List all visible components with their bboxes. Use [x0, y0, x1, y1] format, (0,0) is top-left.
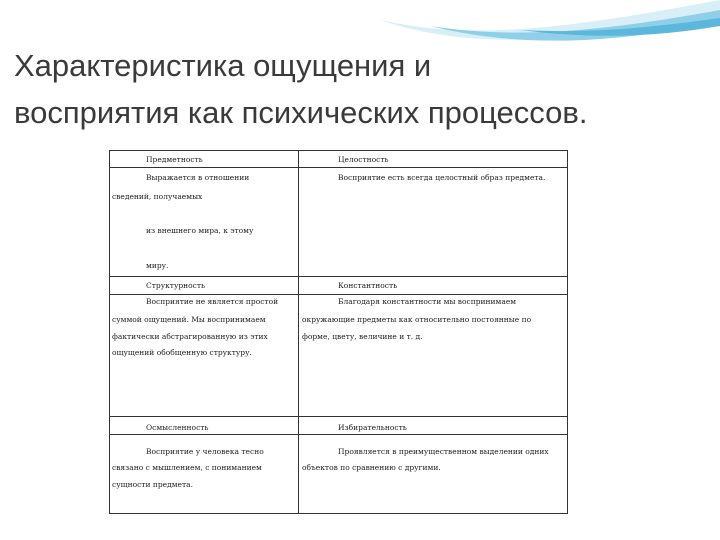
slide-title — [14, 42, 714, 136]
header-meaningfulness: Осмысленность — [146, 423, 209, 432]
header-structure: Структурность — [146, 281, 206, 290]
text-constancy-1: Благодаря константности мы воспринимаем — [338, 297, 517, 306]
text-constancy-2: окружающие предметы как относительно постоянные по — [302, 315, 532, 324]
title-line-2: восприятия как психических процессов. — [14, 95, 588, 130]
text-objectivity-3: из внешнего мира, к этому — [146, 226, 254, 235]
row-divider — [110, 434, 567, 435]
text-selectivity-1: Проявляется в преимущественном выделении одних — [338, 447, 549, 456]
title-line-1: Характеристика ощущения и — [14, 48, 432, 83]
header-selectivity: Избирательность — [338, 423, 407, 432]
properties-table — [109, 150, 568, 514]
text-meaningfulness-2: связано с мышлением, с пониманием — [112, 463, 262, 472]
text-integrity-1: Восприятие есть всегда целостный образ предмета. — [338, 173, 546, 182]
row-divider — [110, 167, 567, 168]
text-objectivity-4: миру. — [146, 261, 169, 270]
text-structure-2: суммой ощущений. Мы воспринимаем — [112, 315, 266, 324]
text-meaningfulness-3: сущности предмета. — [112, 480, 193, 489]
text-objectivity-2: сведений, получаемых — [112, 192, 203, 201]
text-meaningfulness-1: Восприятие у человека тесно — [146, 447, 264, 456]
row-divider — [110, 416, 567, 417]
row-divider — [110, 294, 567, 295]
text-objectivity-1: Выражается в отношении — [146, 173, 250, 182]
text-structure-3: фактически абстрагированную из этих — [112, 332, 268, 341]
text-selectivity-2: объектов по сравнению с другими. — [302, 463, 441, 472]
text-constancy-3: форме, цвету, величине и т. д. — [302, 332, 423, 341]
header-constancy: Константность — [338, 281, 398, 290]
text-structure-4: ощущений обобщенную структуру. — [112, 348, 252, 357]
header-integrity: Целостность — [338, 155, 389, 164]
header-objectivity: Предметность — [146, 155, 203, 164]
text-structure-1: Восприятие не является простой — [146, 297, 279, 306]
column-divider — [298, 151, 299, 513]
row-divider — [110, 276, 567, 277]
